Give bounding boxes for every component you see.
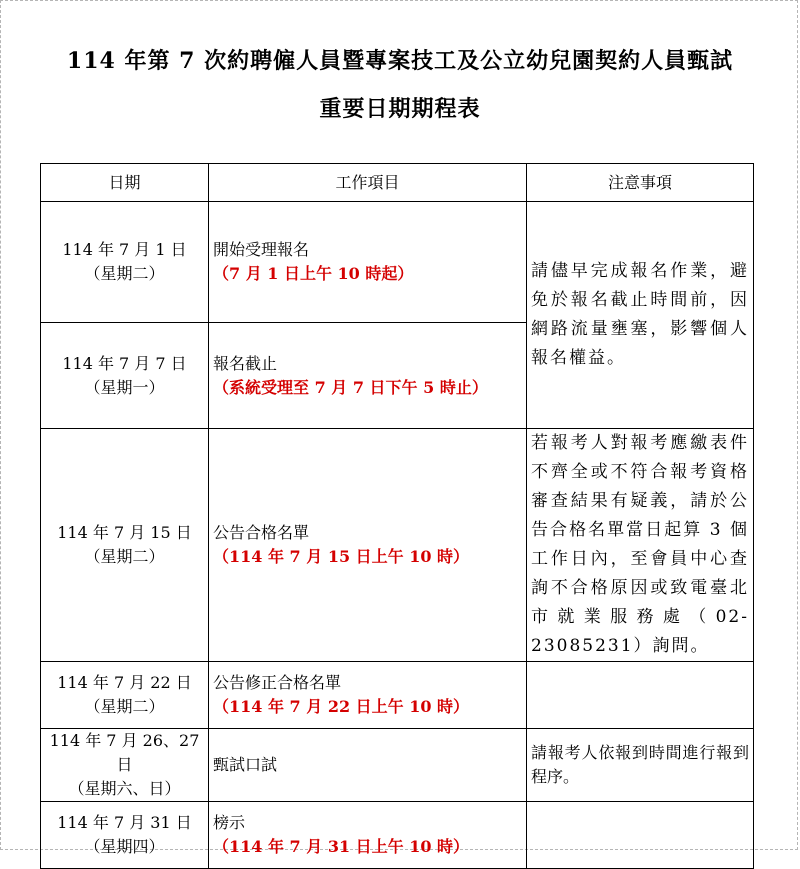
task-text: 報名截止 — [213, 353, 278, 373]
table-row — [41, 729, 754, 802]
note-cell: 若報考人對報考應繳表件不齊全或不符合報考資格審查結果有疑義，請於公告合格名單當日起算 3 個工作日內，至會員中心查詢不合格原因或致電臺北市就業服務處（02-23085231）詢問。 — [527, 429, 754, 662]
task-cell — [209, 429, 527, 662]
document-subtitle: 重要日期期程表 — [319, 96, 481, 122]
weekday-text: （星期四） — [84, 837, 165, 856]
task-time-note: （114 年 7 月 31 日上午 10 時） — [213, 837, 470, 856]
date-cell — [41, 802, 209, 869]
table-header-row — [41, 164, 754, 202]
date-cell — [41, 729, 209, 802]
date-cell — [41, 202, 209, 323]
task-cell — [209, 662, 527, 729]
task-text: 公告修正合格名單 — [213, 673, 342, 692]
task-cell — [209, 202, 527, 323]
schedule-table — [40, 163, 754, 869]
note-cell — [527, 662, 754, 729]
task-cell — [209, 323, 527, 429]
weekday-text: （星期一） — [84, 377, 165, 397]
task-time-note: （114 年 7 月 22 日上午 10 時） — [213, 697, 470, 716]
task-cell — [209, 729, 527, 802]
task-text: 開始受理報名 — [213, 240, 310, 259]
date-text: 114 年 7 月 7 日 — [62, 353, 187, 373]
task-text: 榜示 — [213, 813, 246, 832]
header-task: 工作項目 — [209, 164, 527, 202]
note-cell — [527, 802, 754, 869]
weekday-text: （星期二） — [84, 547, 165, 566]
task-text: 公告合格名單 — [213, 523, 310, 542]
table-row — [41, 202, 754, 323]
note-cell: 請報考人依報到時間進行報到程序。 — [527, 729, 754, 802]
table-row — [41, 802, 754, 869]
date-cell — [41, 429, 209, 662]
date-cell — [41, 323, 209, 429]
date-text: 114 年 7 月 22 日 — [57, 673, 192, 692]
task-time-note: （114 年 7 月 15 日上午 10 時） — [213, 547, 470, 566]
task-time-note: （7 月 1 日上午 10 時起） — [213, 264, 414, 283]
date-text: 114 年 7 月 26、27 日 — [49, 731, 200, 774]
table-row — [41, 662, 754, 729]
task-cell — [209, 802, 527, 869]
weekday-text: （星期二） — [84, 264, 165, 283]
date-text: 114 年 7 月 1 日 — [62, 240, 187, 259]
date-text: 114 年 7 月 31 日 — [57, 813, 192, 832]
note-cell: 請儘早完成報名作業，避免於報名截止時間前，因網路流量壅塞，影響個人報名權益。 — [527, 202, 754, 429]
weekday-text: （星期二） — [84, 697, 165, 716]
task-time-note: （系統受理至 7 月 7 日下午 5 時止） — [213, 377, 488, 397]
date-cell — [41, 662, 209, 729]
task-text: 甄試口試 — [213, 755, 278, 774]
weekday-text: （星期六、日） — [68, 779, 181, 798]
date-text: 114 年 7 月 15 日 — [57, 523, 192, 542]
table-row — [41, 429, 754, 662]
header-date: 日期 — [41, 164, 209, 202]
header-note: 注意事項 — [527, 164, 754, 202]
document-title: 114 年第 7 次約聘僱人員暨專案技工及公立幼兒園契約人員甄試 — [66, 48, 734, 74]
